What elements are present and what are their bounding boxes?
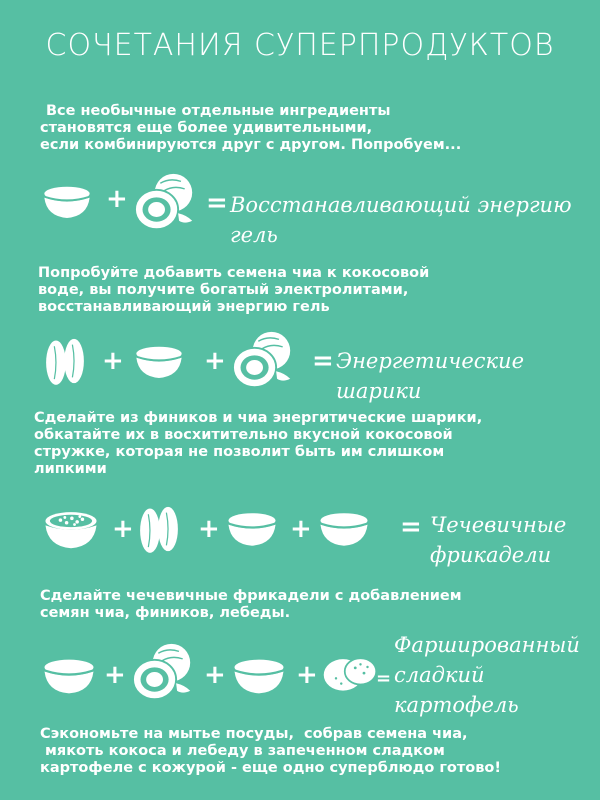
dates-icon: [136, 502, 182, 556]
equals-operator: =: [400, 512, 422, 542]
combo-result: [336, 346, 524, 406]
sweet-potato-icon: [322, 652, 378, 696]
coconut-icon: [132, 172, 198, 232]
coconut-icon: [230, 330, 296, 390]
description-line: восстанавливающий энергию гель: [38, 299, 330, 315]
description-line: воде, вы получите богатый электролитами,: [38, 282, 409, 298]
plus-operator: +: [198, 514, 220, 544]
combo-description: [34, 410, 482, 478]
combo-result: [430, 510, 566, 570]
result-line: Фаршированный: [394, 633, 580, 657]
description-line: Попробуйте добавить семена чиа к кокосовой: [38, 265, 430, 281]
equals-operator: =: [376, 668, 392, 689]
plus-operator: +: [204, 346, 226, 376]
result-line: Энергетические: [336, 349, 524, 373]
description-line: стружке, которая не позволит быть им слишком: [34, 444, 445, 460]
combo-result: [230, 190, 572, 250]
result-line: гель: [230, 223, 278, 247]
plus-operator: +: [102, 346, 124, 376]
chia-bowl-icon: [318, 506, 370, 548]
combo-description: [40, 726, 501, 777]
description-line: липкими: [34, 461, 107, 477]
chia-bowl-icon: [42, 180, 92, 220]
plus-operator: +: [290, 514, 312, 544]
equals-operator: =: [312, 346, 334, 376]
result-line: Восстанавливающий энергию: [230, 193, 572, 217]
intro-text: [40, 103, 461, 154]
result-line: шарики: [336, 379, 422, 403]
description-line: Сделайте из фиников и чиа энергитические шарики,: [34, 410, 483, 426]
intro-line: становятся еще более удивительными,: [40, 120, 373, 136]
intro-line: если комбинируются друг с другом. Попробуем...: [40, 137, 462, 153]
equals-operator: =: [206, 188, 228, 218]
result-line: фрикадели: [430, 543, 552, 567]
plus-operator: +: [204, 660, 226, 690]
lentil-bowl-icon: [42, 506, 100, 550]
description-line: картофеле с кожурой - еще одно суперблюдо готово!: [40, 760, 501, 776]
chia-bowl-icon: [134, 340, 184, 380]
chia-bowl-icon: [42, 652, 96, 696]
page-title: СОЧЕТАНИЯ СУПЕРПРОДУКТОВ: [45, 28, 555, 63]
coconut-icon: [130, 642, 196, 702]
result-line: сладкий: [394, 663, 485, 687]
combo-description: [38, 265, 429, 316]
plus-operator: +: [112, 514, 134, 544]
description-line: обкатайте их в восхитительно вкусной кокосовой: [34, 427, 453, 443]
plus-operator: +: [104, 660, 126, 690]
description-line: Сэкономьте на мытье посуды, собрав семена чиа,: [40, 726, 468, 742]
result-line: Чечевичные: [430, 513, 567, 537]
combo-description: [40, 588, 462, 622]
result-line: картофель: [394, 693, 519, 717]
combo-result: [394, 630, 580, 720]
quinoa-bowl-icon: [226, 506, 278, 548]
dates-icon: [42, 334, 88, 388]
plus-operator: +: [106, 184, 128, 214]
plus-operator: +: [296, 660, 318, 690]
description-line: мякоть кокоса и лебеду в запеченном сладком: [40, 743, 445, 759]
intro-line: Все необычные отдельные ингредиенты: [46, 103, 391, 119]
quinoa-bowl-icon: [232, 652, 286, 696]
description-line: семян чиа, фиников, лебеды.: [40, 605, 291, 621]
description-line: Сделайте чечевичные фрикадели с добавлением: [40, 588, 462, 604]
